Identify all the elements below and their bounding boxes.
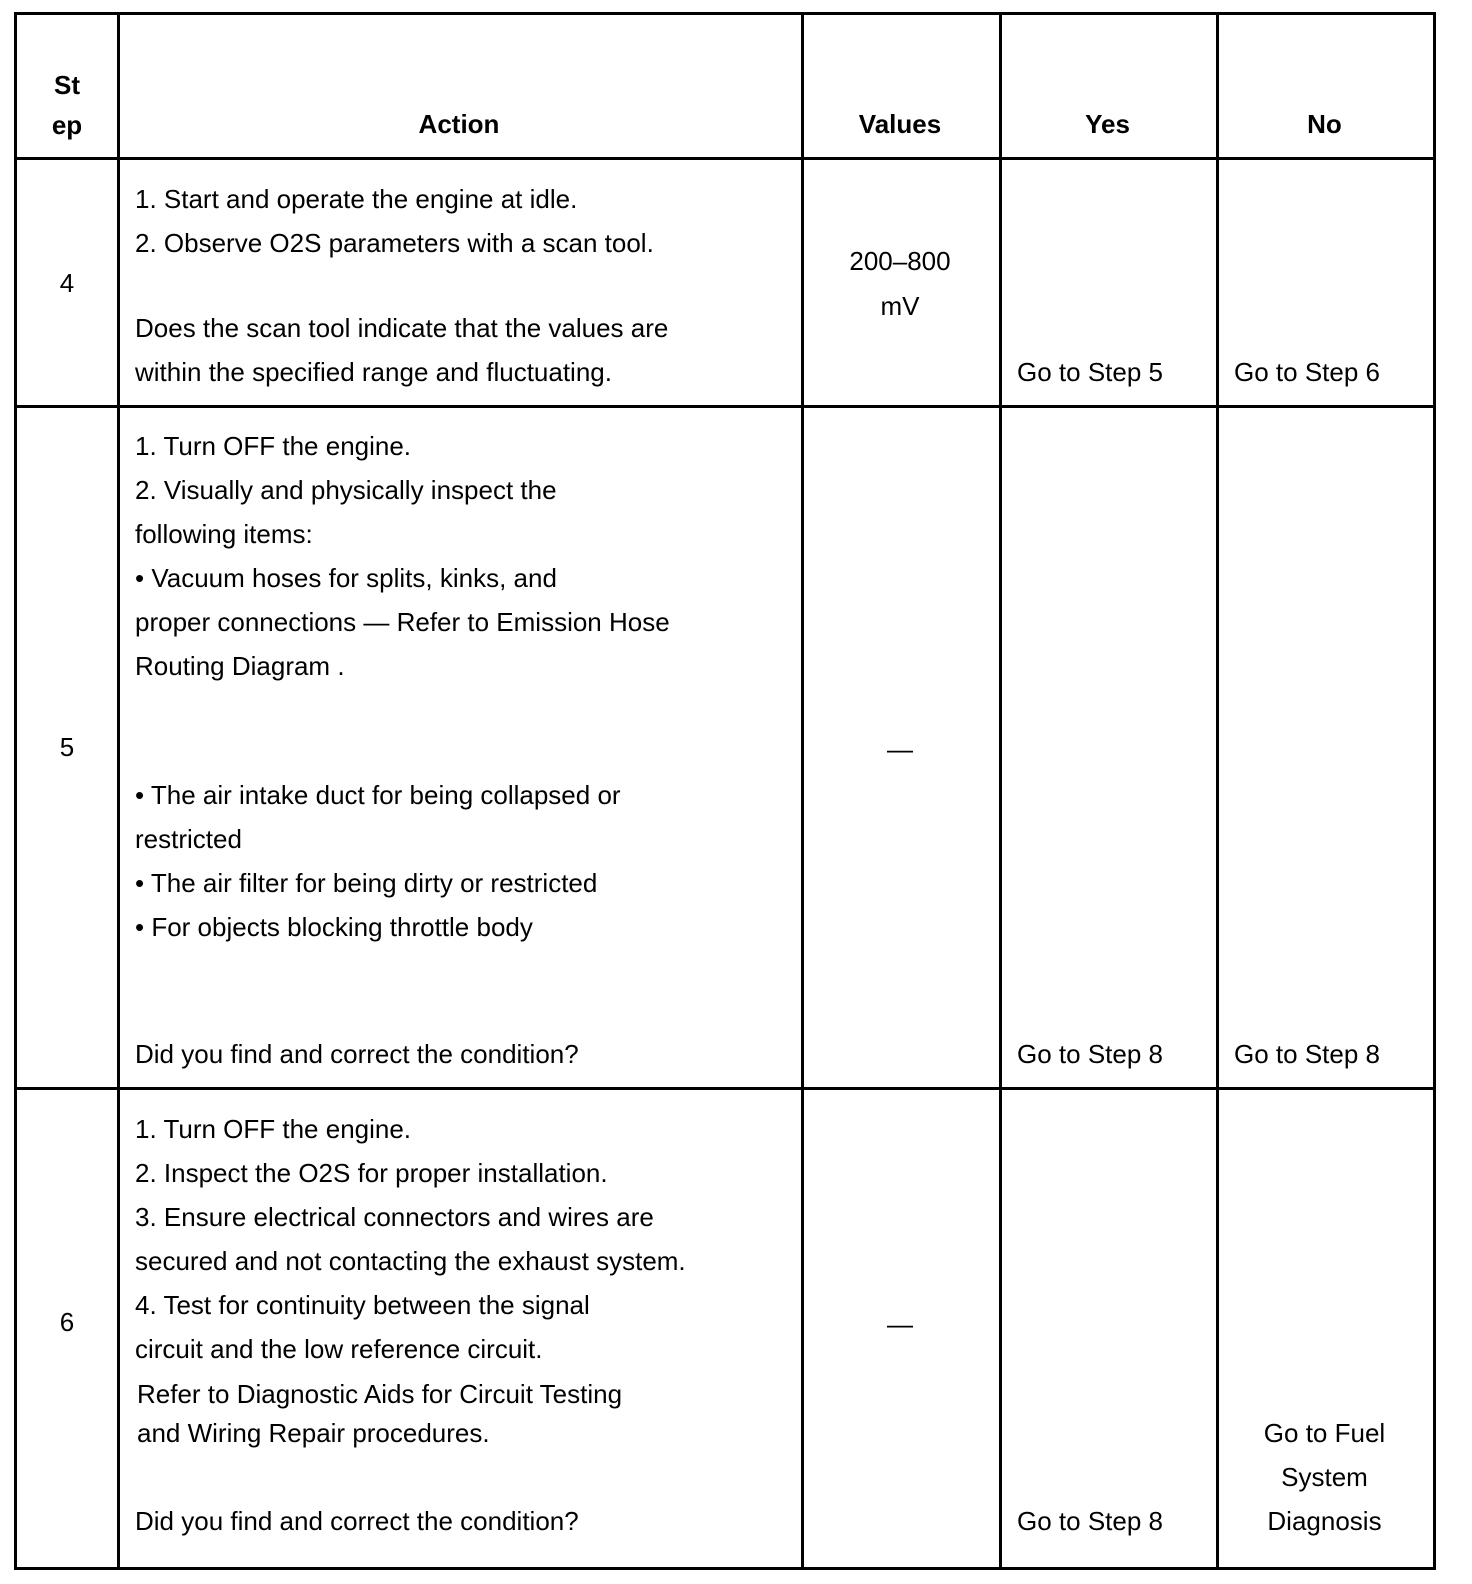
action-line: restricted (135, 824, 242, 854)
action-line: proper connections — Refer to Emission Hose (135, 607, 670, 637)
action-line: 2. Observe O2S parameters with a scan tool. (135, 228, 654, 258)
action-line: circuit and the low reference circuit. (135, 1334, 543, 1364)
action-line: Did you find and correct the condition? (135, 1039, 579, 1069)
action-line: 1. Turn OFF the engine. (135, 431, 412, 461)
action-line: • For objects blocking throttle body (135, 912, 533, 942)
diagnostic-table (14, 12, 1436, 1570)
row-step-6: 6 (59, 1307, 75, 1337)
row-divider (17, 157, 1433, 160)
action-line: 1. Turn OFF the engine. (135, 1114, 412, 1144)
header-action: Action (418, 109, 500, 139)
action-line: • The air filter for being dirty or restricted (135, 868, 598, 898)
value-dash: — (887, 734, 913, 764)
row-step-4: 4 (59, 268, 75, 298)
header-step-line2: ep (51, 110, 83, 140)
header-yes: Yes (1085, 109, 1130, 139)
action-line: secured and not contacting the exhaust system. (135, 1246, 686, 1276)
header-step-line1: St (54, 70, 80, 100)
column-divider (117, 15, 120, 1567)
action-line: 1. Start and operate the engine at idle. (135, 184, 578, 214)
action-line: 4. Test for continuity between the signal (135, 1290, 590, 1320)
action-line: 2. Visually and physically inspect the (135, 475, 557, 505)
header-step (17, 65, 117, 145)
action-line: and Wiring Repair procedures. (137, 1418, 490, 1448)
no-link-line: Diagnosis (1267, 1506, 1382, 1536)
action-line: Refer to Diagnostic Aids for Circuit Testing (137, 1379, 623, 1409)
action-line: following items: (135, 519, 313, 549)
no-link-row-5[interactable]: Go to Step 8 (1234, 1039, 1380, 1069)
row-divider (17, 405, 1433, 408)
action-line: 3. Ensure electrical connectors and wires are (135, 1202, 654, 1232)
yes-link-row-5[interactable]: Go to Step 8 (1017, 1039, 1163, 1069)
value-line: 200–800 (849, 246, 951, 276)
row-divider (17, 1087, 1433, 1090)
action-line: 2. Inspect the O2S for proper installation. (135, 1158, 608, 1188)
no-link-line: Go to Fuel (1263, 1418, 1386, 1448)
action-line: • The air intake duct for being collapsed or (135, 780, 621, 810)
value-line: mV (880, 291, 920, 321)
no-link-row-4[interactable]: Go to Step 6 (1234, 357, 1380, 387)
header-values: Values (858, 109, 942, 139)
action-line: Routing Diagram . (135, 651, 345, 681)
column-divider (1216, 15, 1219, 1567)
yes-link-row-4[interactable]: Go to Step 5 (1017, 357, 1163, 387)
yes-link-row-6[interactable]: Go to Step 8 (1017, 1506, 1163, 1536)
action-line: Did you find and correct the condition? (135, 1506, 579, 1536)
column-divider (999, 15, 1002, 1567)
action-line: • Vacuum hoses for splits, kinks, and (135, 563, 557, 593)
row-step-5: 5 (59, 732, 75, 762)
header-no: No (1307, 109, 1342, 139)
no-link-line: System (1281, 1462, 1368, 1492)
action-line: within the specified range and fluctuating. (135, 357, 612, 387)
action-line: Does the scan tool indicate that the values are (135, 313, 669, 343)
value-dash: — (887, 1309, 913, 1339)
no-link-row-6[interactable] (1216, 1411, 1433, 1543)
